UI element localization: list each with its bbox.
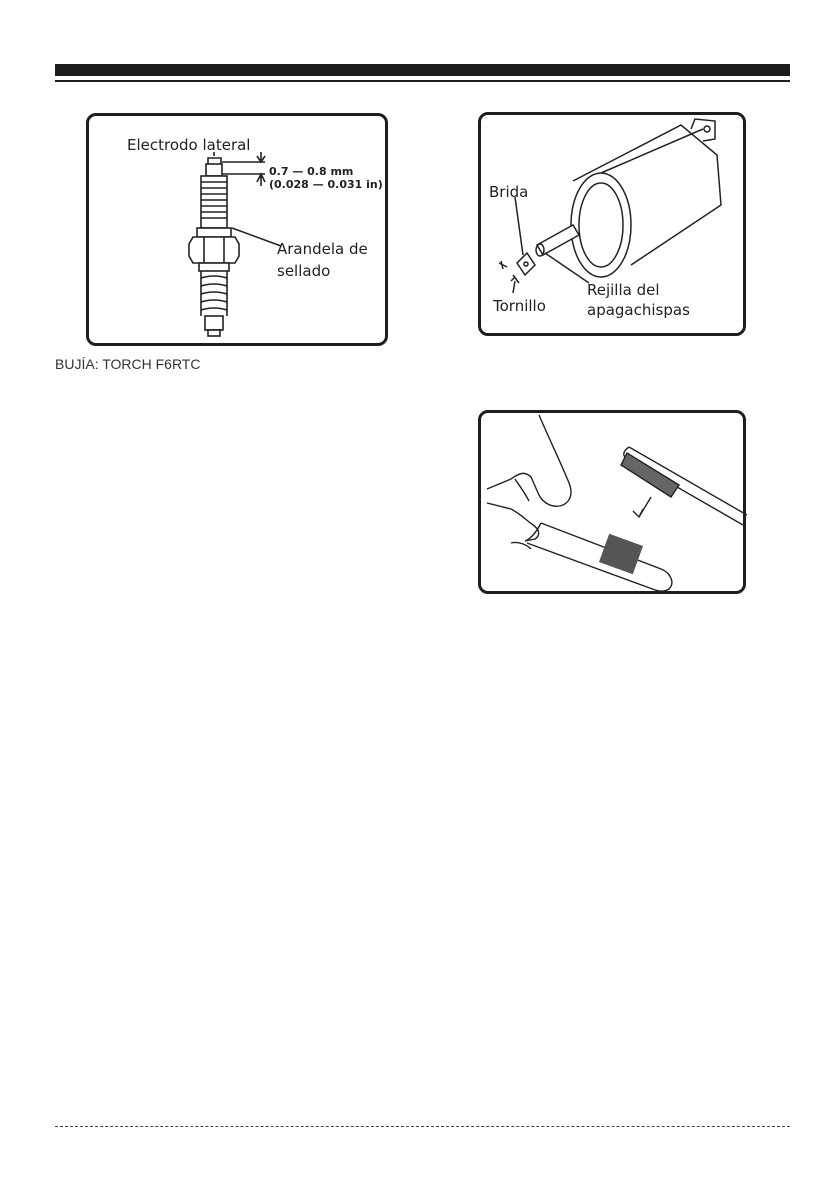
brush-cleaning-figure xyxy=(478,410,746,594)
washer-label-line2: sellado xyxy=(277,262,331,280)
side-electrode-label: Electrodo lateral xyxy=(127,136,251,154)
footer-rule xyxy=(55,1126,790,1127)
screen-label-line2: apagachispas xyxy=(587,301,690,319)
washer-label-line1: Arandela de xyxy=(277,240,368,258)
screw-label: Tornillo xyxy=(493,297,546,315)
gap-mm-label: 0.7 — 0.8 mm xyxy=(269,165,354,178)
spark-plug-caption: BUJÍA: TORCH F6RTC xyxy=(55,356,201,372)
muffler-figure xyxy=(478,112,746,336)
header-rule xyxy=(55,80,790,82)
gap-in-label: (0.028 — 0.031 in) xyxy=(269,178,383,191)
flange-label: Brida xyxy=(489,183,529,201)
spark-plug-figure xyxy=(86,113,388,346)
screen-label-line1: Rejilla del xyxy=(587,281,660,299)
header-bar xyxy=(55,64,790,76)
brush-cleaning-illustration xyxy=(481,413,749,597)
